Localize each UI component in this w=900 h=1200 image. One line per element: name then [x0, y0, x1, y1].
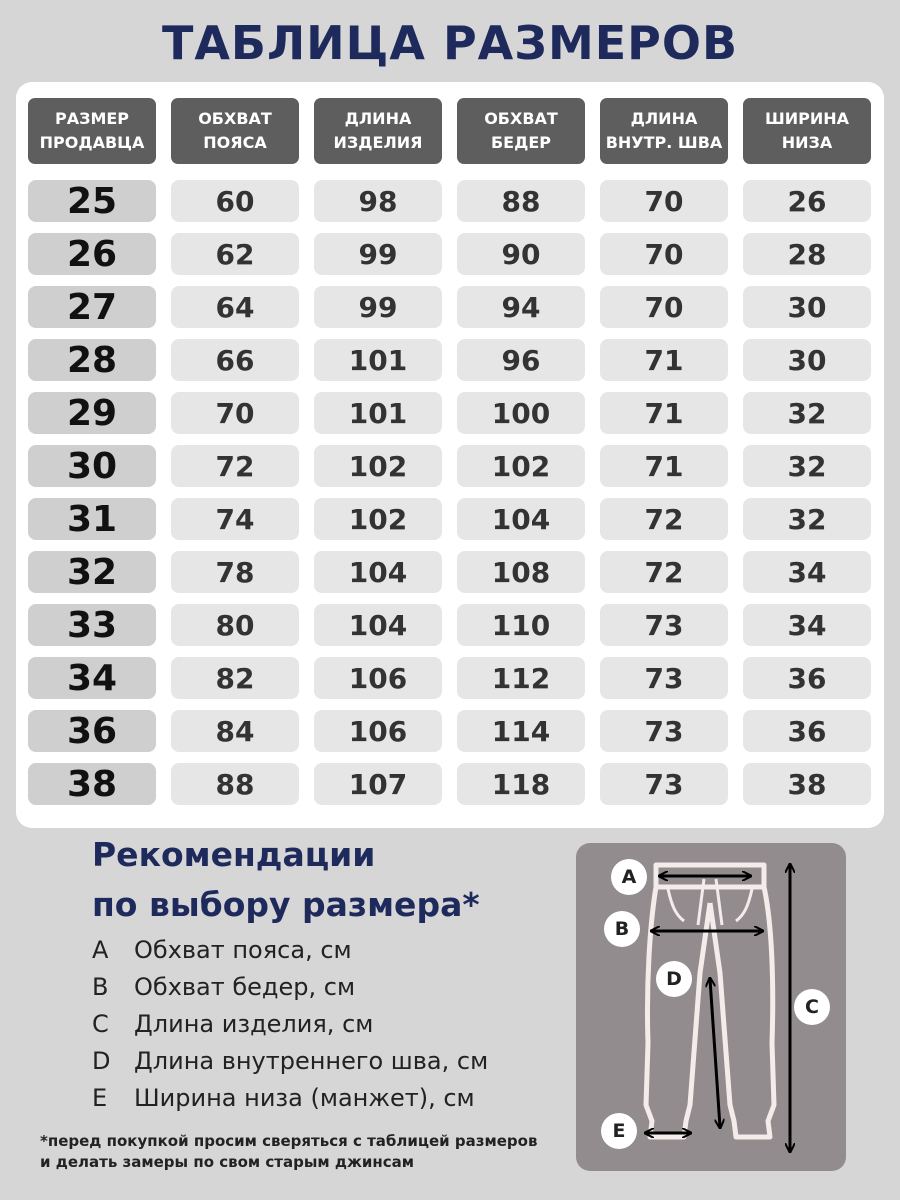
value-cell-hem: 32: [743, 445, 871, 487]
size-cell: 27: [28, 286, 156, 328]
value-cell-inseam: 73: [600, 763, 728, 805]
pants-measurement-diagram: [576, 843, 846, 1171]
label-a-icon: A: [611, 859, 647, 895]
value-cell-length: 106: [314, 657, 442, 699]
legend-key: A: [92, 936, 109, 964]
legend-item: [92, 1043, 488, 1079]
size-table: [16, 82, 884, 828]
footnote: *перед покупкой просим сверяться с таблицей размеров и делать замеры по свом старым джинсам: [40, 1132, 538, 1171]
size-cell: 36: [28, 710, 156, 752]
header-label: РАЗМЕР ПРОДАВЦА: [39, 109, 145, 152]
value-cell-hips: 114: [457, 710, 585, 752]
value-cell-hem: 26: [743, 180, 871, 222]
value-cell-waist: 78: [171, 551, 299, 593]
value-cell-waist: 74: [171, 498, 299, 540]
value-cell-hips: 102: [457, 445, 585, 487]
value-cell-inseam: 73: [600, 657, 728, 699]
legend-text: Обхват пояса, см: [134, 936, 352, 964]
value-cell-hips: 104: [457, 498, 585, 540]
value-cell-waist: 60: [171, 180, 299, 222]
header-inseam: [600, 98, 728, 164]
label-c-icon: C: [794, 989, 830, 1025]
header-label: ДЛИНА ИЗДЕЛИЯ: [333, 109, 423, 152]
value-cell-inseam: 70: [600, 233, 728, 275]
size-cell: 31: [28, 498, 156, 540]
size-cell: 28: [28, 339, 156, 381]
value-cell-waist: 64: [171, 286, 299, 328]
value-cell-hem: 32: [743, 498, 871, 540]
legend-key: C: [92, 1010, 109, 1038]
legend-item: [92, 1080, 475, 1116]
value-cell-inseam: 71: [600, 339, 728, 381]
value-cell-length: 98: [314, 180, 442, 222]
header-hem: [743, 98, 871, 164]
header-label: ОБХВАТ ПОЯСА: [198, 109, 272, 152]
value-cell-hips: 100: [457, 392, 585, 434]
recommendations-title: Рекомендации по выбору размера*: [92, 835, 480, 924]
header-label: ШИРИНА НИЗА: [764, 109, 850, 152]
legend-key: D: [92, 1047, 111, 1075]
label-d-icon: D: [656, 961, 692, 997]
value-cell-length: 99: [314, 233, 442, 275]
value-cell-hem: 30: [743, 286, 871, 328]
value-cell-inseam: 72: [600, 551, 728, 593]
value-cell-waist: 84: [171, 710, 299, 752]
value-cell-waist: 88: [171, 763, 299, 805]
value-cell-waist: 70: [171, 392, 299, 434]
label-e-icon: E: [601, 1113, 637, 1149]
value-cell-length: 101: [314, 392, 442, 434]
value-cell-inseam: 71: [600, 445, 728, 487]
size-cell: 30: [28, 445, 156, 487]
value-cell-inseam: 70: [600, 286, 728, 328]
value-cell-hem: 34: [743, 551, 871, 593]
label-b-icon: B: [604, 911, 640, 947]
value-cell-hips: 118: [457, 763, 585, 805]
size-cell: 29: [28, 392, 156, 434]
value-cell-length: 99: [314, 286, 442, 328]
value-cell-length: 102: [314, 445, 442, 487]
value-cell-inseam: 72: [600, 498, 728, 540]
size-cell: 38: [28, 763, 156, 805]
value-cell-waist: 82: [171, 657, 299, 699]
size-cell: 33: [28, 604, 156, 646]
value-cell-length: 102: [314, 498, 442, 540]
value-cell-hem: 38: [743, 763, 871, 805]
value-cell-length: 101: [314, 339, 442, 381]
value-cell-hem: 30: [743, 339, 871, 381]
legend-text: Ширина низа (манжет), см: [134, 1084, 475, 1112]
size-cell: 34: [28, 657, 156, 699]
value-cell-length: 107: [314, 763, 442, 805]
header-label: ОБХВАТ БЕДЕР: [484, 109, 558, 152]
header-hips: [457, 98, 585, 164]
value-cell-waist: 80: [171, 604, 299, 646]
value-cell-hips: 90: [457, 233, 585, 275]
value-cell-waist: 62: [171, 233, 299, 275]
value-cell-inseam: 71: [600, 392, 728, 434]
value-cell-hem: 32: [743, 392, 871, 434]
legend-item: [92, 1006, 373, 1042]
header-size: [28, 98, 156, 164]
legend-key: B: [92, 973, 109, 1001]
value-cell-length: 106: [314, 710, 442, 752]
value-cell-length: 104: [314, 551, 442, 593]
value-cell-hem: 36: [743, 710, 871, 752]
value-cell-hips: 94: [457, 286, 585, 328]
header-length: [314, 98, 442, 164]
legend-text: Длина внутреннего шва, см: [134, 1047, 489, 1075]
value-cell-inseam: 70: [600, 180, 728, 222]
legend-key: E: [92, 1084, 108, 1112]
value-cell-waist: 72: [171, 445, 299, 487]
legend-text: Длина изделия, см: [134, 1010, 374, 1038]
value-cell-hips: 88: [457, 180, 585, 222]
size-cell: 25: [28, 180, 156, 222]
value-cell-hips: 110: [457, 604, 585, 646]
header-waist: [171, 98, 299, 164]
legend-item: [92, 969, 355, 1005]
value-cell-hips: 108: [457, 551, 585, 593]
value-cell-inseam: 73: [600, 710, 728, 752]
legend-text: Обхват бедер, см: [134, 973, 356, 1001]
value-cell-hips: 112: [457, 657, 585, 699]
legend-item: [92, 932, 352, 968]
value-cell-hips: 96: [457, 339, 585, 381]
header-label: ДЛИНА ВНУТР. ШВА: [605, 109, 723, 152]
size-cell: 26: [28, 233, 156, 275]
value-cell-hem: 28: [743, 233, 871, 275]
size-cell: 32: [28, 551, 156, 593]
page-title: ТАБЛИЦА РАЗМЕРОВ: [161, 16, 739, 70]
value-cell-hem: 34: [743, 604, 871, 646]
value-cell-inseam: 73: [600, 604, 728, 646]
value-cell-hem: 36: [743, 657, 871, 699]
value-cell-waist: 66: [171, 339, 299, 381]
value-cell-length: 104: [314, 604, 442, 646]
